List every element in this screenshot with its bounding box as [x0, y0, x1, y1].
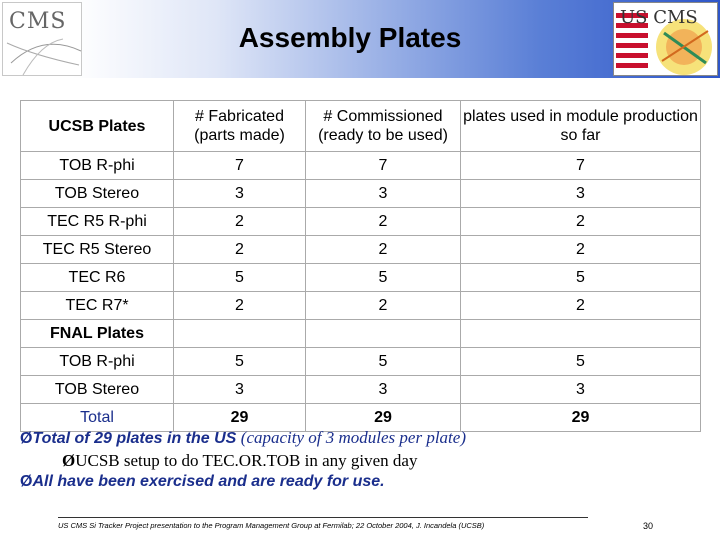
row-label: TEC R5 R-phi: [21, 208, 174, 236]
table-row: [21, 376, 701, 404]
used-cell: 3: [461, 180, 701, 208]
bullet-total-paren: (capacity of 3 modules per plate): [240, 428, 466, 447]
page-number: 30: [643, 521, 654, 531]
bullet-total-text: Total of 29 plates in the US: [32, 430, 237, 447]
row-label: TEC R6: [21, 264, 174, 292]
row-label: TEC R5 Stereo: [21, 236, 174, 264]
bullet-list: [20, 428, 710, 491]
arrow-bullet-icon: Ø: [62, 451, 76, 470]
commissioned-cell: 5: [306, 348, 461, 376]
fabricated-cell: 3: [174, 376, 306, 404]
table-row: [21, 208, 701, 236]
row-label: TOB R-phi: [21, 348, 174, 376]
column-header-ucsb-plates: UCSB Plates: [21, 101, 174, 152]
fnal-section-header: FNAL Plates: [21, 320, 174, 348]
fabricated-cell: 5: [174, 348, 306, 376]
row-label: TOB R-phi: [21, 152, 174, 180]
commissioned-cell: 2: [306, 236, 461, 264]
table-row: [21, 292, 701, 320]
uscms-logo: [613, 2, 718, 76]
total-fabricated: 29: [174, 404, 306, 432]
row-label: TOB Stereo: [21, 180, 174, 208]
column-header-fabricated: # Fabricated (parts made): [174, 101, 306, 152]
commissioned-cell: 5: [306, 264, 461, 292]
used-cell: 2: [461, 208, 701, 236]
used-cell: 5: [461, 264, 701, 292]
fabricated-cell: 5: [174, 264, 306, 292]
fabricated-cell: 2: [174, 236, 306, 264]
used-cell: 7: [461, 152, 701, 180]
footer-divider: [58, 517, 588, 518]
fabricated-cell: 7: [174, 152, 306, 180]
cms-logo-graphic: [3, 3, 83, 77]
bullet-ucsb-text: UCSB setup to do TEC.OR.TOB in any given day: [75, 451, 418, 470]
assembly-plates-table: [20, 100, 701, 432]
footer-text: US CMS Si Tracker Project presentation to the Program Management Group at Fermilab; 22 October 2004, J. Incandela (UCSB): [58, 521, 485, 530]
commissioned-cell: 2: [306, 292, 461, 320]
row-label: TEC R7*: [21, 292, 174, 320]
table-row: [21, 236, 701, 264]
fabricated-cell: 2: [174, 208, 306, 236]
cms-logo-text: CMS: [9, 9, 67, 34]
commissioned-cell: 3: [306, 180, 461, 208]
total-commissioned: 29: [306, 404, 461, 432]
table-header-row: [21, 101, 701, 152]
row-label: TOB Stereo: [21, 376, 174, 404]
bullet-ucsb-setup: [62, 451, 710, 471]
column-header-used: plates used in module production so far: [461, 101, 701, 152]
fabricated-cell: 3: [174, 180, 306, 208]
bullet-total: [20, 428, 710, 448]
total-label: Total: [21, 404, 174, 432]
used-cell: 5: [461, 348, 701, 376]
arrow-bullet-icon: Ø: [20, 473, 33, 490]
commissioned-cell: 2: [306, 208, 461, 236]
page-title: Assembly Plates: [238, 22, 462, 53]
table-row: [21, 264, 701, 292]
table-row: [21, 152, 701, 180]
empty-cell: [461, 320, 701, 348]
used-cell: 2: [461, 292, 701, 320]
total-used: 29: [461, 404, 701, 432]
empty-cell: [174, 320, 306, 348]
commissioned-cell: 3: [306, 376, 461, 404]
fabricated-cell: 2: [174, 292, 306, 320]
cms-logo: [2, 2, 82, 76]
fnal-section-row: [21, 320, 701, 348]
used-cell: 2: [461, 236, 701, 264]
commissioned-cell: 7: [306, 152, 461, 180]
empty-cell: [306, 320, 461, 348]
table-row: [21, 180, 701, 208]
arrow-bullet-icon: Ø: [20, 430, 33, 447]
used-cell: 3: [461, 376, 701, 404]
bullet-exercised: [20, 473, 710, 491]
uscms-logo-text: US CMS: [620, 7, 698, 28]
table-row: [21, 348, 701, 376]
column-header-commissioned: # Commissioned (ready to be used): [306, 101, 461, 152]
bullet-exercised-text: All have been exercised and are ready for use.: [32, 473, 385, 490]
